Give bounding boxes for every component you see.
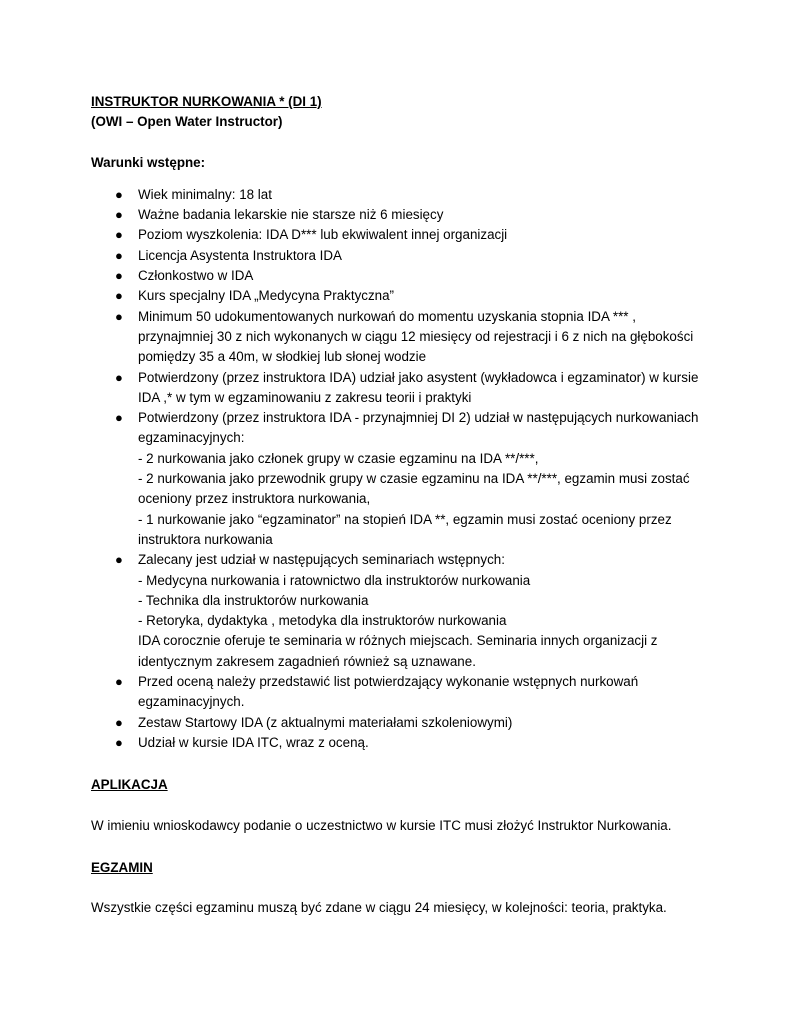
- application-text: W imieniu wnioskodawcy podanie o uczestnictwo w kursie ITC musi złożyć Instruktor Nurkowania.: [91, 817, 672, 833]
- prerequisite-item: [91, 368, 699, 409]
- prerequisite-item: [91, 205, 691, 225]
- prerequisites-heading: Warunki wstępne:: [91, 154, 206, 170]
- exam-text: Wszystkie części egzaminu muszą być zdane w ciągu 24 miesięcy, w kolejności: teoria, praktyka.: [91, 900, 667, 916]
- prerequisite-line: oceniony przez instruktora nurkowania,: [138, 491, 371, 507]
- prerequisite-line: - Retoryka, dydaktyka , metodyka dla instruktorów nurkowania: [138, 613, 507, 629]
- prerequisite-line: Minimum 50 udokumentowanych nurkowań do momentu uzyskania stopnia IDA *** ,: [138, 308, 636, 324]
- bullet-icon: ●: [115, 227, 123, 243]
- prerequisite-line: - Technika dla instruktorów nurkowania: [138, 592, 369, 608]
- prerequisite-line: identycznym zakresem zagadnień również są uznawane.: [138, 653, 476, 669]
- prerequisite-line: IDA corocznie oferuje te seminaria w różnych miejscach. Seminaria innych organizacji z: [138, 633, 658, 649]
- prerequisite-line: Zalecany jest udział w następujących seminariach wstępnych:: [138, 552, 505, 568]
- prerequisite-item: [91, 307, 694, 368]
- bullet-icon: ●: [115, 714, 123, 730]
- prerequisite-line: instruktora nurkowania: [138, 531, 273, 547]
- prerequisite-item: [91, 733, 691, 753]
- prerequisite-line: IDA ,* w tym w egzaminowaniu z zakresu teorii i praktyki: [138, 389, 472, 405]
- prerequisite-item: [91, 185, 691, 205]
- prerequisite-line: Kurs specjalny IDA „Medycyna Praktyczna”: [138, 288, 395, 304]
- prerequisite-item: [91, 266, 691, 286]
- bullet-icon: ●: [115, 369, 123, 385]
- exam-heading: EGZAMIN: [91, 859, 153, 875]
- bullet-icon: ●: [115, 207, 123, 223]
- prerequisite-item: [91, 225, 691, 245]
- bullet-icon: ●: [115, 410, 123, 426]
- prerequisite-line: Udział w kursie IDA ITC, wraz z oceną.: [138, 734, 369, 750]
- bullet-icon: ●: [115, 268, 123, 284]
- bullet-icon: ●: [115, 734, 123, 750]
- prerequisite-line: pomiędzy 35 a 40m, w słodkiej lub słonej wodzie: [138, 349, 427, 365]
- prerequisite-item: [91, 246, 691, 266]
- prerequisite-line: Poziom wyszkolenia: IDA D*** lub ekwiwalent innej organizacji: [138, 227, 508, 243]
- prerequisite-line: Ważne badania lekarskie nie starsze niż 6 miesięcy: [138, 207, 444, 223]
- prerequisite-line: Zestaw Startowy IDA (z aktualnymi materiałami szkoleniowymi): [138, 714, 513, 730]
- prerequisite-line: - 2 nurkowania jako członek grupy w czasie egzaminu na IDA **/***,: [138, 450, 539, 466]
- prerequisite-line: przynajmniej 30 z nich wykonanych w ciągu 12 miesięcy od rejestracji i 6 z nich na głębokości: [138, 328, 694, 344]
- prerequisites-list: [91, 185, 699, 753]
- prerequisite-item: [91, 408, 699, 550]
- bullet-icon: ●: [115, 186, 123, 202]
- prerequisite-line: - 1 nurkowanie jako “egzaminator” na stopień IDA **, egzamin musi zostać oceniony przez: [138, 511, 672, 527]
- prerequisite-line: Członkostwo w IDA: [138, 268, 254, 284]
- document-subtitle: (OWI – Open Water Instructor): [91, 114, 283, 130]
- prerequisite-line: - 2 nurkowania jako przewodnik grupy w czasie egzaminu na IDA **/***, egzamin musi zostać: [138, 471, 690, 487]
- bullet-icon: ●: [115, 552, 123, 568]
- prerequisite-line: - Medycyna nurkowania i ratownictwo dla instruktorów nurkowania: [138, 572, 531, 588]
- bullet-icon: ●: [115, 308, 123, 324]
- document-title: INSTRUKTOR NURKOWANIA * (DI 1): [91, 94, 322, 109]
- prerequisite-item: [91, 672, 691, 713]
- prerequisite-line: Licencja Asystenta Instruktora IDA: [138, 247, 342, 263]
- prerequisite-line: egzaminacyjnych.: [138, 694, 245, 710]
- bullet-icon: ●: [115, 288, 123, 304]
- application-heading: APLIKACJA: [91, 777, 168, 793]
- prerequisite-item: [91, 286, 691, 306]
- prerequisite-line: egzaminacyjnych:: [138, 430, 245, 446]
- prerequisite-item: [91, 713, 691, 733]
- prerequisite-line: Przed oceną należy przedstawić list potwierdzający wykonanie wstępnych nurkowań: [138, 674, 639, 690]
- bullet-icon: ●: [115, 247, 123, 263]
- bullet-icon: ●: [115, 674, 123, 690]
- prerequisite-line: Potwierdzony (przez instruktora IDA - przynajmniej DI 2) udział w następujących nurkowaniach: [138, 410, 699, 426]
- document-body: [91, 92, 699, 918]
- prerequisite-line: Potwierdzony (przez instruktora IDA) udział jako asystent (wykładowca i egzaminator) w kursie: [138, 369, 699, 385]
- prerequisite-item: [91, 550, 691, 672]
- prerequisite-line: Wiek minimalny: 18 lat: [138, 186, 272, 202]
